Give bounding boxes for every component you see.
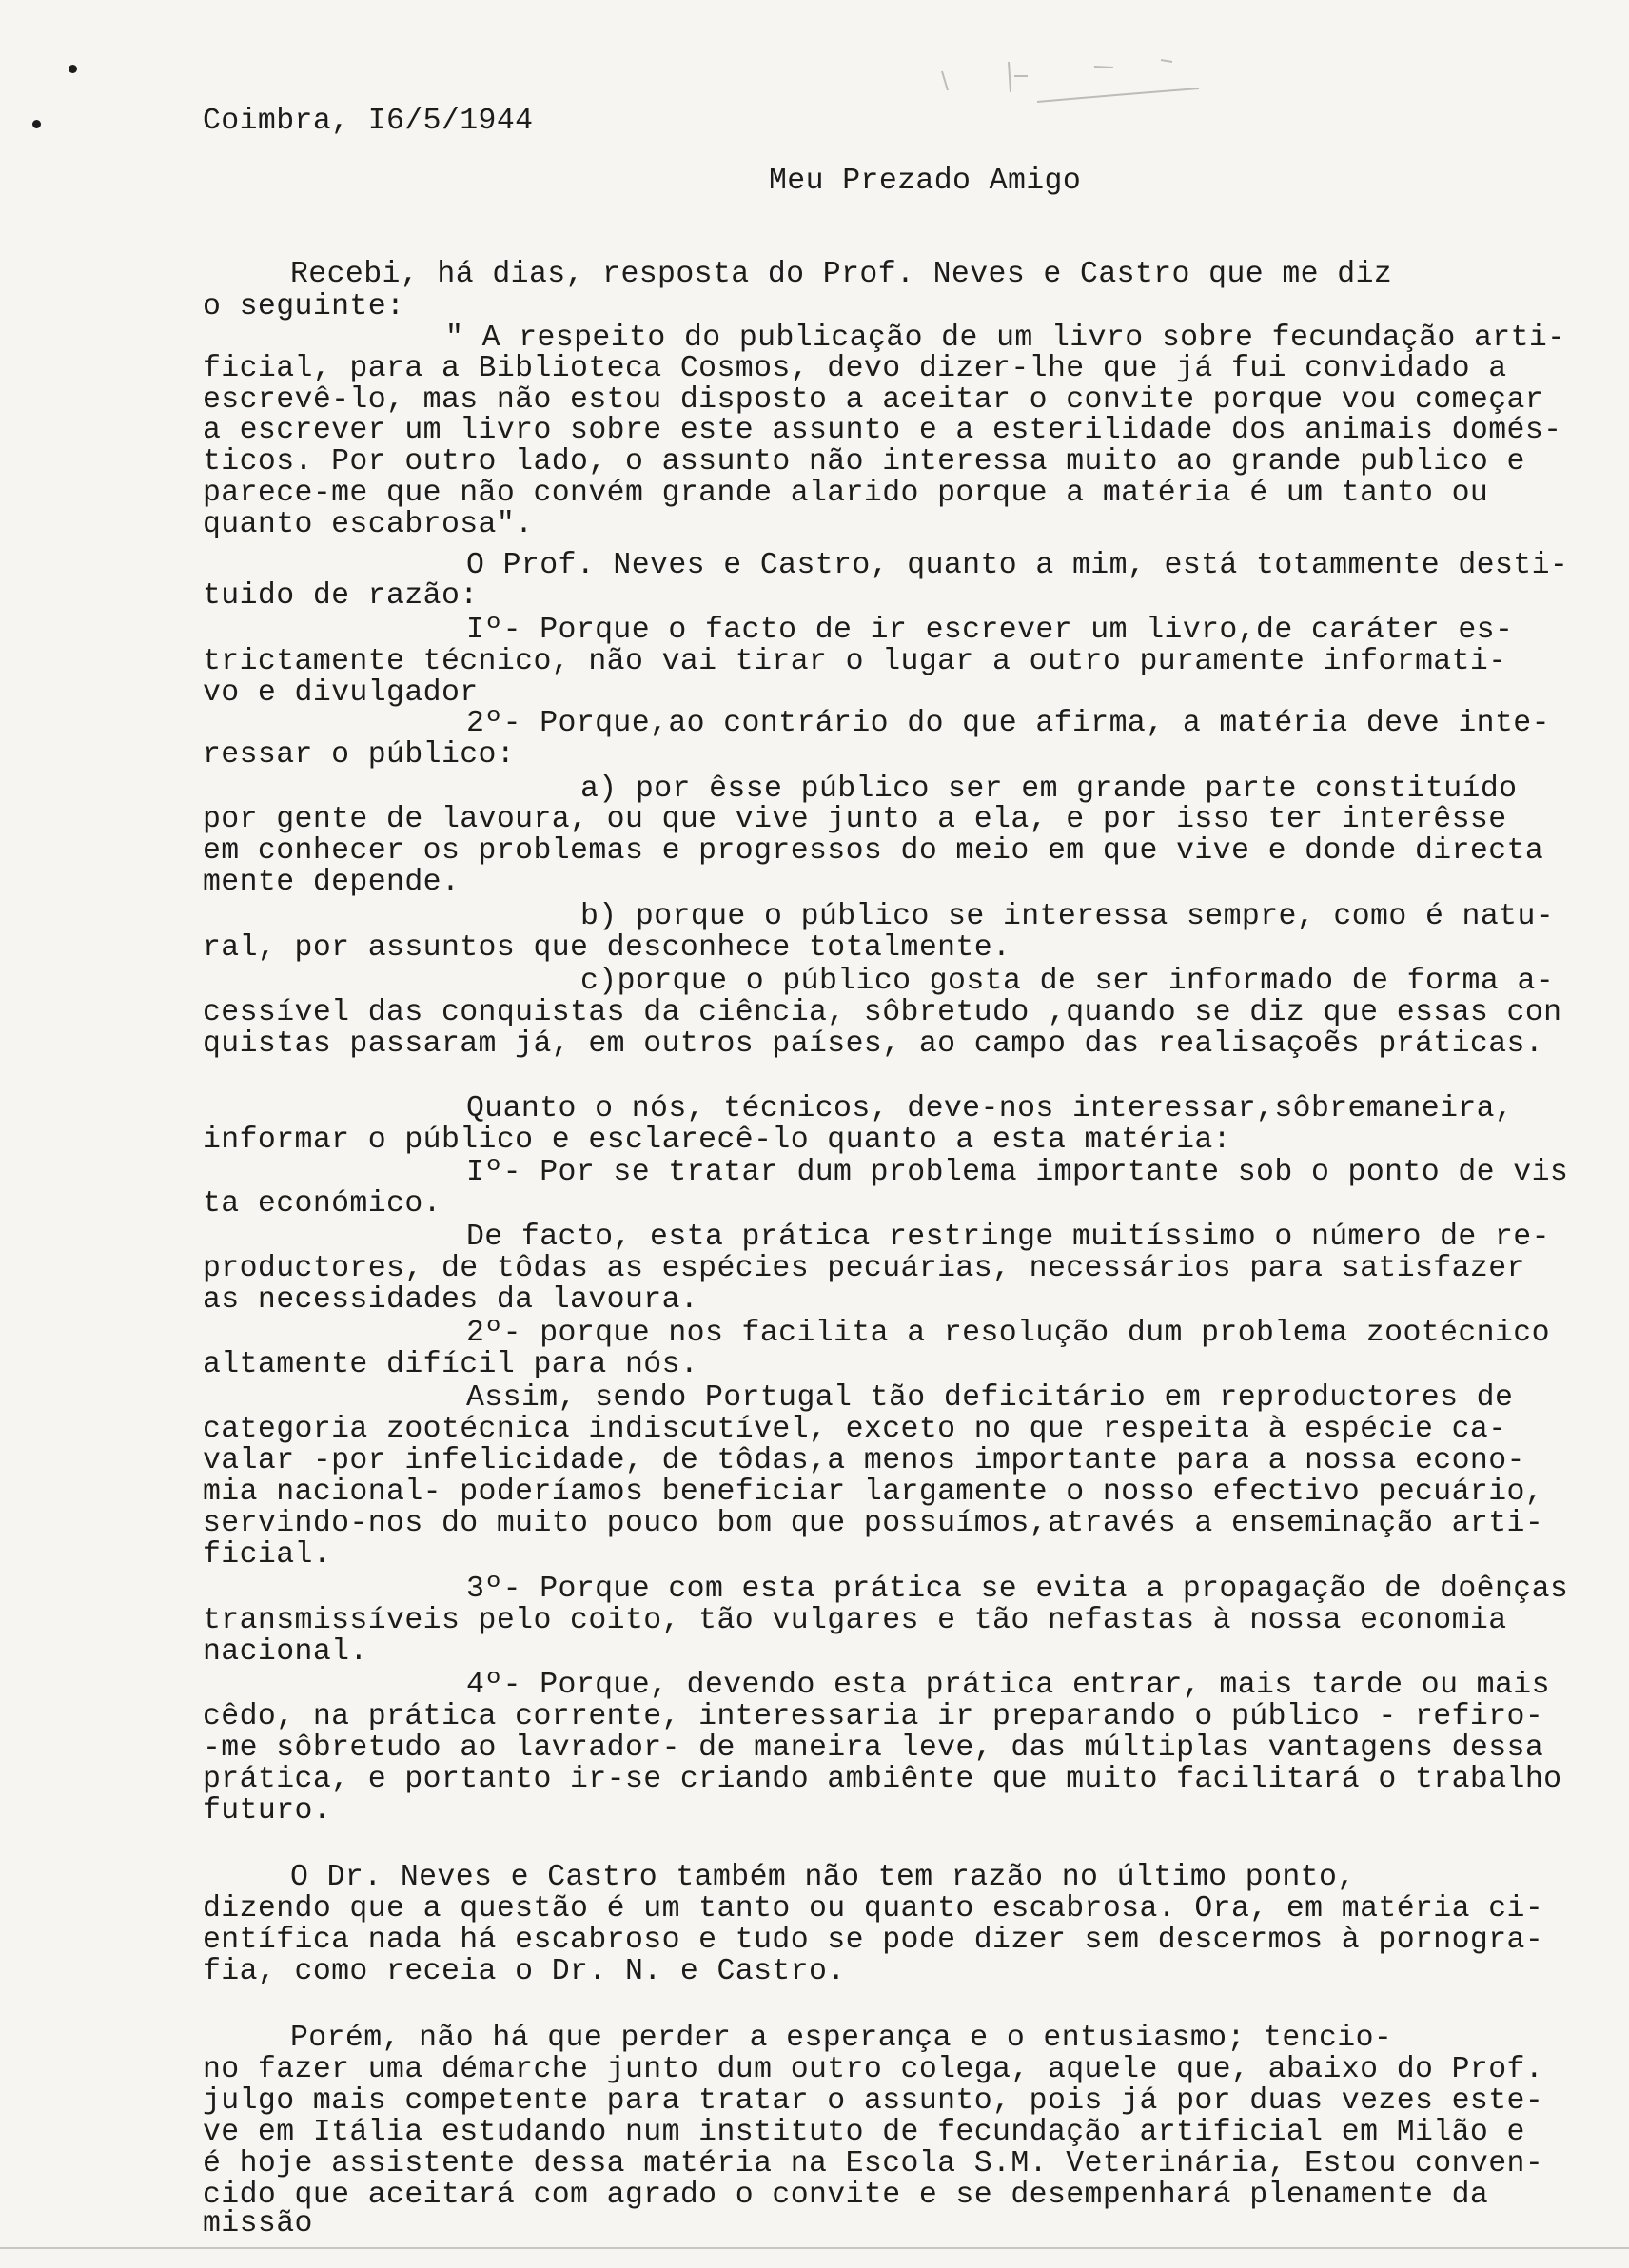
page-bottom-edge (0, 2247, 1629, 2249)
body-line: De facto, esta prática restringe muitíssimo o número de re- (466, 1221, 1550, 1254)
body-line: entífica nada há escabroso e tudo se pode dizer sem descermos à pornogra- (203, 1924, 1544, 1957)
body-line: O Dr. Neves e Castro também não tem razão no último ponto, (290, 1861, 1356, 1894)
body-line: c)porque o público gosta de ser informado de forma a- (580, 965, 1555, 998)
body-line: ta económico. (203, 1187, 442, 1221)
body-line: ressar o público: (203, 738, 516, 772)
body-line: Quanto o nós, técnicos, deve-nos interessar,sôbremaneira, (466, 1092, 1514, 1125)
body-line: tuido de razão: (203, 579, 479, 613)
body-line: cêdo, na prática corrente, interessaria ir preparando o público - refiro- (203, 1700, 1544, 1733)
body-line: cessível das conquistas da ciência, sôbretudo ,quando se diz que essas con (203, 996, 1562, 1029)
body-line: " A respeito do publicação de um livro sobre fecundação arti- (445, 322, 1566, 355)
body-line: escrevê-lo, mas não estou disposto a aceitar o convite porque vou começar (203, 383, 1544, 417)
body-line: productores, de tôdas as espécies pecuárias, necessários para satisfazer (203, 1252, 1525, 1285)
ink-dot (69, 65, 77, 73)
body-line: ticos. Por outro lado, o assunto não interessa muito ao grande publico e (203, 445, 1525, 479)
body-line: ficial, para a Biblioteca Cosmos, devo dizer-lhe que já fui convidado a (203, 352, 1507, 385)
body-line: 2º- porque nos facilita a resolução dum problema zootécnico (466, 1317, 1550, 1350)
body-line: no fazer uma démarche junto dum outro colega, aquele que, abaixo do Prof. (203, 2053, 1544, 2086)
body-line: nacional. (203, 1635, 368, 1669)
body-line: por gente de lavoura, ou que vive junto a ela, e por isso ter interêsse (203, 803, 1507, 836)
body-line: informar o público e esclarecê-lo quanto a esta matéria: (203, 1124, 1231, 1157)
body-line: ral, por assuntos que desconhece totalmente. (203, 931, 1011, 965)
body-line: Iº- Porque o facto de ir escrever um livro,de caráter es- (466, 614, 1514, 647)
body-line: as necessidades da lavoura. (203, 1283, 699, 1317)
body-line: -me sôbretudo ao lavrador- de maneira leve, das múltiplas vantagens dessa (203, 1731, 1544, 1765)
body-line: categoria zootécnica indiscutível, exceto no que respeita à espécie ca- (203, 1413, 1507, 1446)
body-line: b) porque o público se interessa sempre, como é natu- (580, 900, 1555, 933)
body-line: o seguinte: (203, 290, 405, 323)
body-line: quanto escabrosa". (203, 508, 534, 541)
salutation: Meu Prezado Amigo (769, 165, 1082, 198)
body-line: em conhecer os problemas e progressos do meio em que vive e donde directa (203, 834, 1544, 868)
faint-scribble-mark (923, 43, 1208, 109)
body-line: Iº- Por se tratar dum problema importante sob o ponto de vis (466, 1156, 1569, 1189)
body-line: valar -por infelicidade, de tôdas,a menos importante para a nossa econo- (203, 1444, 1525, 1477)
body-line: a) por êsse público ser em grande parte constituído (580, 772, 1518, 806)
body-line: é hoje assistente dessa matéria na Escola S.M. Veterinária, Estou conven- (203, 2147, 1544, 2180)
body-line: 2º- Porque,ao contrário do que afirma, a matéria deve inte- (466, 707, 1550, 740)
body-line: a escrever um livro sobre este assunto e a esterilidade dos animais domés- (203, 414, 1562, 447)
body-line: 4º- Porque, devendo esta prática entrar, mais tarde ou mais (466, 1669, 1550, 1702)
body-line: mia nacional- poderíamos beneficiar largamente o nosso efectivo pecuário, (203, 1476, 1544, 1509)
body-line: missão (203, 2207, 313, 2240)
body-line: ve em Itália estudando num instituto de fecundação artificial em Milão e (203, 2116, 1525, 2149)
body-line: quistas passaram já, em outros países, ao campo das realisaçoẽs práticas. (203, 1027, 1544, 1061)
body-line: Porém, não há que perder a esperança e o entusiasmo; tencio- (290, 2022, 1393, 2055)
body-line: Assim, sendo Portugal tão deficitário em reproductores de (466, 1381, 1514, 1415)
body-line: prática, e portanto ir-se criando ambiênte que muito facilitará o trabalho (203, 1763, 1562, 1796)
body-line: dizendo que a questão é um tanto ou quanto escabrosa. Ora, em matéria ci- (203, 1892, 1544, 1926)
body-line: vo e divulgador (203, 676, 479, 710)
body-line: trictamente técnico, não vai tirar o lugar a outro puramente informati- (203, 645, 1507, 678)
body-line: mente depende. (203, 866, 461, 899)
body-line: parece-me que não convém grande alarido porque a matéria é um tanto ou (203, 477, 1489, 510)
body-line: transmissíveis pelo coito, tão vulgares e tão nefastas à nossa economia (203, 1604, 1507, 1637)
body-line: cido que aceitará com agrado o convite e se desempenhará plenamente da (203, 2179, 1489, 2212)
body-line: julgo mais competente para tratar o assunto, pois já por duas vezes este- (203, 2084, 1544, 2118)
body-line: 3º- Porque com esta prática se evita a propagação de doênças (466, 1573, 1569, 1606)
body-line: Recebi, há dias, resposta do Prof. Neves e Castro que me diz (290, 258, 1393, 291)
place-date: Coimbra, I6/5/1944 (203, 105, 534, 138)
body-line: ficial. (203, 1538, 332, 1572)
ink-dot (32, 120, 41, 128)
body-line: servindo-nos do muito pouco bom que possuímos,através a enseminação arti- (203, 1507, 1544, 1540)
body-line: futuro. (203, 1794, 332, 1828)
body-line: altamente difícil para nós. (203, 1348, 699, 1381)
body-line: fia, como receia o Dr. N. e Castro. (203, 1955, 846, 1988)
body-line: O Prof. Neves e Castro, quanto a mim, está totammente desti- (466, 549, 1569, 582)
